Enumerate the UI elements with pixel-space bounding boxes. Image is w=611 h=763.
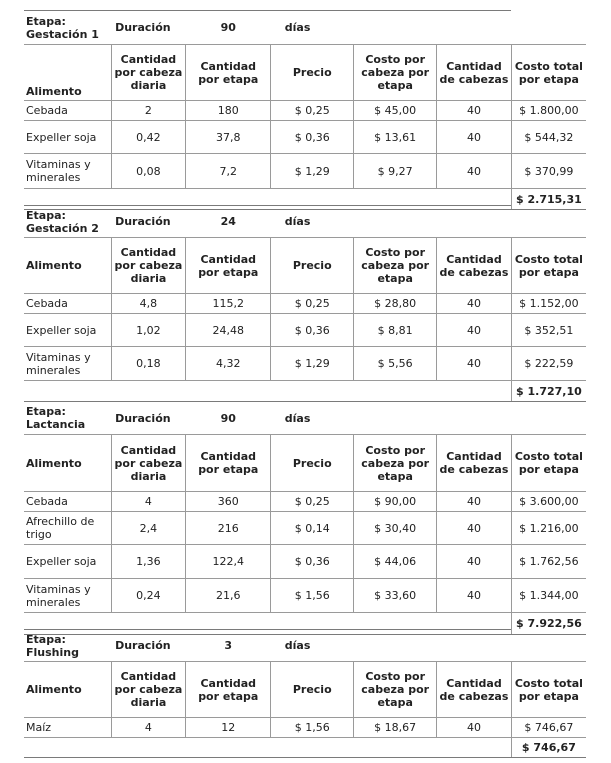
cell-head-count: 40 bbox=[437, 154, 512, 189]
cell-food: Expeller soja bbox=[24, 545, 111, 579]
days-unit: días bbox=[271, 630, 512, 662]
cell-head-count: 40 bbox=[437, 718, 512, 738]
column-header-row bbox=[24, 662, 586, 718]
table-row bbox=[24, 121, 586, 154]
column-header-daily-qty: Cantidad por cabeza diaria bbox=[111, 45, 186, 101]
cell-daily-qty: 1,36 bbox=[111, 545, 186, 579]
cell-food: Expeller soja bbox=[24, 121, 111, 154]
column-header-food: Alimento bbox=[24, 45, 111, 101]
cell-daily-qty: 0,18 bbox=[111, 347, 186, 381]
cell-cost-per-head: $ 9,27 bbox=[354, 154, 437, 189]
cell-daily-qty: 4,8 bbox=[111, 294, 186, 314]
column-header-food: Alimento bbox=[24, 435, 111, 492]
cell-total-cost: $ 3.600,00 bbox=[511, 492, 586, 512]
cell-food: Afrechillo de trigo bbox=[24, 512, 111, 545]
cell-price: $ 0,36 bbox=[271, 545, 354, 579]
column-header-food: Alimento bbox=[24, 662, 111, 718]
column-header-food: Alimento bbox=[24, 238, 111, 294]
cell-total-cost: $ 1.152,00 bbox=[511, 294, 586, 314]
stage-table bbox=[24, 10, 586, 210]
cell-daily-qty: 2,4 bbox=[111, 512, 186, 545]
cell-food: Maíz bbox=[24, 718, 111, 738]
cell-price: $ 1,29 bbox=[271, 347, 354, 381]
cell-food: Cebada bbox=[24, 294, 111, 314]
stage-name: Etapa: Lactancia bbox=[24, 402, 111, 435]
stage-header-row bbox=[24, 11, 586, 45]
cell-cost-per-head: $ 28,80 bbox=[354, 294, 437, 314]
stage-total-cost: $ 7.922,56 bbox=[511, 613, 586, 635]
cell-stage-qty: 21,6 bbox=[186, 579, 271, 613]
table-row bbox=[24, 314, 586, 347]
cell-cost-per-head: $ 5,56 bbox=[354, 347, 437, 381]
column-header-head-count: Cantidad de cabezas bbox=[437, 45, 512, 101]
column-header-price: Precio bbox=[271, 662, 354, 718]
days-unit: días bbox=[271, 11, 512, 45]
column-header-price: Precio bbox=[271, 45, 354, 101]
column-header-daily-qty: Cantidad por cabeza diaria bbox=[111, 662, 186, 718]
cell-head-count: 40 bbox=[437, 512, 512, 545]
cell-stage-qty: 7,2 bbox=[186, 154, 271, 189]
column-header-total-cost: Costo total por etapa bbox=[511, 45, 586, 101]
table-row bbox=[24, 545, 586, 579]
column-header-stage-qty: Cantidad por etapa bbox=[186, 435, 271, 492]
cell-total-cost: $ 746,67 bbox=[511, 718, 586, 738]
stage-name: Etapa: Flushing bbox=[24, 630, 111, 662]
cell-food: Vitaminas y minerales bbox=[24, 579, 111, 613]
cell-total-cost: $ 222,59 bbox=[511, 347, 586, 381]
table-row bbox=[24, 718, 586, 738]
duration-days: 90 bbox=[186, 402, 271, 435]
cell-head-count: 40 bbox=[437, 294, 512, 314]
stage-total-cost: $ 2.715,31 bbox=[511, 189, 586, 210]
column-header-cost-per-head: Costo por cabeza por etapa bbox=[354, 435, 437, 492]
cell-cost-per-head: $ 18,67 bbox=[354, 718, 437, 738]
column-header-stage-qty: Cantidad por etapa bbox=[186, 238, 271, 294]
duration-label: Duración bbox=[111, 402, 186, 435]
stage-name: Etapa: Gestación 2 bbox=[24, 206, 111, 238]
duration-days: 24 bbox=[186, 206, 271, 238]
cell-price: $ 0,36 bbox=[271, 121, 354, 154]
cell-cost-per-head: $ 13,61 bbox=[354, 121, 437, 154]
stage-header-row bbox=[24, 630, 586, 662]
cell-cost-per-head: $ 44,06 bbox=[354, 545, 437, 579]
cell-price: $ 1,56 bbox=[271, 579, 354, 613]
cell-price: $ 0,14 bbox=[271, 512, 354, 545]
duration-days: 3 bbox=[186, 630, 271, 662]
stage-total-cost: $ 746,67 bbox=[511, 738, 586, 758]
column-header-stage-qty: Cantidad por etapa bbox=[186, 662, 271, 718]
cell-total-cost: $ 1.344,00 bbox=[511, 579, 586, 613]
table-row bbox=[24, 492, 586, 512]
total-row bbox=[24, 381, 586, 402]
cell-total-cost: $ 352,51 bbox=[511, 314, 586, 347]
cell-stage-qty: 180 bbox=[186, 101, 271, 121]
stage-section bbox=[24, 629, 586, 758]
cell-price: $ 1,56 bbox=[271, 718, 354, 738]
cell-head-count: 40 bbox=[437, 314, 512, 347]
column-header-total-cost: Costo total por etapa bbox=[511, 662, 586, 718]
cell-cost-per-head: $ 90,00 bbox=[354, 492, 437, 512]
column-header-cost-per-head: Costo por cabeza por etapa bbox=[354, 238, 437, 294]
table-row bbox=[24, 154, 586, 189]
cell-daily-qty: 1,02 bbox=[111, 314, 186, 347]
spacer bbox=[24, 381, 511, 402]
table-row bbox=[24, 347, 586, 381]
cell-price: $ 0,36 bbox=[271, 314, 354, 347]
cell-cost-per-head: $ 45,00 bbox=[354, 101, 437, 121]
duration-days: 90 bbox=[186, 11, 271, 45]
total-row bbox=[24, 738, 586, 758]
cell-stage-qty: 360 bbox=[186, 492, 271, 512]
column-header-daily-qty: Cantidad por cabeza diaria bbox=[111, 435, 186, 492]
stage-table bbox=[24, 205, 586, 402]
column-header-row bbox=[24, 238, 586, 294]
cell-food: Expeller soja bbox=[24, 314, 111, 347]
column-header-row bbox=[24, 435, 586, 492]
cell-price: $ 0,25 bbox=[271, 101, 354, 121]
cell-head-count: 40 bbox=[437, 347, 512, 381]
cell-cost-per-head: $ 30,40 bbox=[354, 512, 437, 545]
column-header-price: Precio bbox=[271, 238, 354, 294]
stage-name: Etapa: Gestación 1 bbox=[24, 11, 111, 45]
cell-price: $ 0,25 bbox=[271, 492, 354, 512]
cell-food: Vitaminas y minerales bbox=[24, 154, 111, 189]
stage-table bbox=[24, 401, 586, 635]
cell-stage-qty: 24,48 bbox=[186, 314, 271, 347]
cell-daily-qty: 4 bbox=[111, 492, 186, 512]
column-header-head-count: Cantidad de cabezas bbox=[437, 662, 512, 718]
stage-section bbox=[24, 205, 586, 402]
cell-stage-qty: 122,4 bbox=[186, 545, 271, 579]
spacer bbox=[24, 738, 511, 758]
cell-total-cost: $ 1.800,00 bbox=[511, 101, 586, 121]
column-header-head-count: Cantidad de cabezas bbox=[437, 435, 512, 492]
cell-stage-qty: 115,2 bbox=[186, 294, 271, 314]
stage-header-row bbox=[24, 402, 586, 435]
column-header-total-cost: Costo total por etapa bbox=[511, 435, 586, 492]
duration-label: Duración bbox=[111, 206, 186, 238]
cell-daily-qty: 2 bbox=[111, 101, 186, 121]
cell-daily-qty: 0,24 bbox=[111, 579, 186, 613]
days-unit: días bbox=[271, 206, 512, 238]
cell-head-count: 40 bbox=[437, 545, 512, 579]
duration-label: Duración bbox=[111, 630, 186, 662]
duration-label: Duración bbox=[111, 11, 186, 45]
column-header-head-count: Cantidad de cabezas bbox=[437, 238, 512, 294]
cell-cost-per-head: $ 33,60 bbox=[354, 579, 437, 613]
days-unit: días bbox=[271, 402, 512, 435]
stage-total-cost: $ 1.727,10 bbox=[511, 381, 586, 402]
stage-table bbox=[24, 629, 586, 758]
table-row bbox=[24, 512, 586, 545]
stage-section bbox=[24, 401, 586, 635]
cell-daily-qty: 4 bbox=[111, 718, 186, 738]
cell-stage-qty: 4,32 bbox=[186, 347, 271, 381]
cell-cost-per-head: $ 8,81 bbox=[354, 314, 437, 347]
column-header-price: Precio bbox=[271, 435, 354, 492]
cell-food: Cebada bbox=[24, 492, 111, 512]
column-header-cost-per-head: Costo por cabeza por etapa bbox=[354, 662, 437, 718]
column-header-cost-per-head: Costo por cabeza por etapa bbox=[354, 45, 437, 101]
cell-daily-qty: 0,42 bbox=[111, 121, 186, 154]
cell-price: $ 0,25 bbox=[271, 294, 354, 314]
column-header-stage-qty: Cantidad por etapa bbox=[186, 45, 271, 101]
table-row bbox=[24, 579, 586, 613]
column-header-daily-qty: Cantidad por cabeza diaria bbox=[111, 238, 186, 294]
stage-header-row bbox=[24, 206, 586, 238]
cell-stage-qty: 12 bbox=[186, 718, 271, 738]
column-header-row bbox=[24, 45, 586, 101]
table-row bbox=[24, 101, 586, 121]
cell-head-count: 40 bbox=[437, 121, 512, 154]
cell-food: Vitaminas y minerales bbox=[24, 347, 111, 381]
cell-stage-qty: 216 bbox=[186, 512, 271, 545]
cell-total-cost: $ 370,99 bbox=[511, 154, 586, 189]
cell-head-count: 40 bbox=[437, 492, 512, 512]
cell-price: $ 1,29 bbox=[271, 154, 354, 189]
cell-daily-qty: 0,08 bbox=[111, 154, 186, 189]
stage-section bbox=[24, 10, 586, 210]
cell-total-cost: $ 1.216,00 bbox=[511, 512, 586, 545]
cell-total-cost: $ 1.762,56 bbox=[511, 545, 586, 579]
cell-food: Cebada bbox=[24, 101, 111, 121]
cell-head-count: 40 bbox=[437, 579, 512, 613]
cell-head-count: 40 bbox=[437, 101, 512, 121]
cell-total-cost: $ 544,32 bbox=[511, 121, 586, 154]
cell-stage-qty: 37,8 bbox=[186, 121, 271, 154]
table-row bbox=[24, 294, 586, 314]
column-header-total-cost: Costo total por etapa bbox=[511, 238, 586, 294]
